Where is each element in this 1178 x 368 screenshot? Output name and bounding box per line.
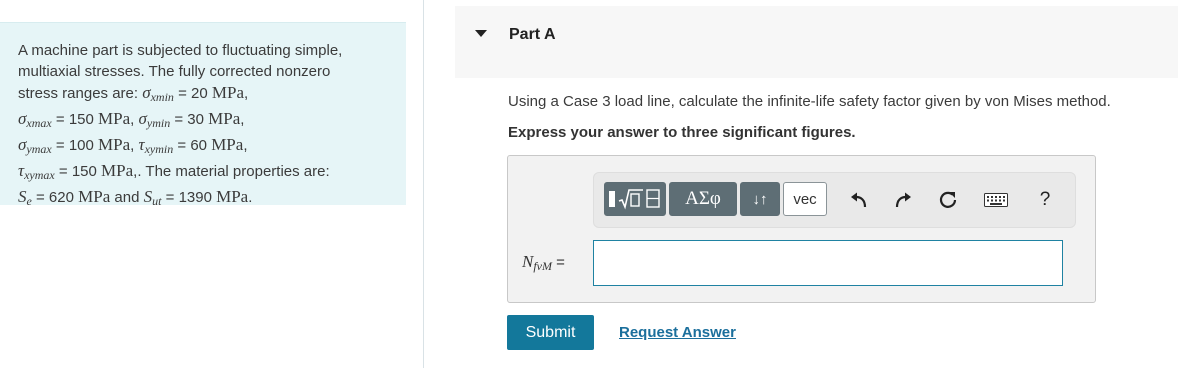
submit-button[interactable]: Submit — [507, 315, 594, 350]
part-title: Part A — [509, 26, 556, 43]
question-text: Using a Case 3 load line, calculate the infinite-life safety factor given by von Mises method. — [508, 93, 1111, 110]
unit-mpa: MPa — [216, 187, 249, 206]
equals-sign: = — [552, 254, 565, 271]
punctuation: , — [240, 111, 245, 128]
unit-mpa: MPa — [78, 187, 111, 206]
endurance-limit-symbol: S — [18, 187, 27, 206]
punctuation: , — [244, 85, 249, 102]
sigma-ymin-symbol: σ — [138, 109, 147, 128]
problem-line — [18, 40, 398, 61]
ultimate-strength-subscript: ut — [152, 194, 162, 208]
greek-symbols-button[interactable]: ΑΣφ — [669, 182, 737, 216]
unit-mpa: MPa — [211, 83, 245, 102]
unit-mpa: MPa — [98, 109, 131, 128]
problem-line — [18, 61, 398, 82]
punctuation: , — [243, 137, 248, 154]
tau-xymax-subscript: xymax — [24, 168, 55, 182]
tau-xymax-value: = 150 — [54, 163, 102, 180]
endurance-limit-subscript: e — [26, 194, 32, 208]
column-divider — [423, 0, 424, 368]
safety-factor-symbol: N — [522, 252, 534, 271]
problem-line — [18, 108, 398, 134]
problem-line — [18, 160, 398, 186]
sigma-xmax-symbol: σ — [18, 109, 27, 128]
problem-text-segment: multiaxial stresses. The fully corrected nonzero — [18, 63, 331, 80]
unit-mpa: MPa — [101, 161, 134, 180]
unit-mpa: MPa — [208, 109, 241, 128]
ultimate-strength-value: = 1390 — [161, 189, 217, 206]
problem-line — [18, 186, 398, 212]
problem-text-segment: and — [110, 189, 144, 206]
problem-line — [18, 82, 398, 108]
answer-label — [522, 252, 565, 274]
punctuation: , — [130, 111, 135, 128]
sigma-xmin-value: = 20 — [173, 85, 212, 102]
request-answer-link[interactable]: Request Answer — [619, 324, 736, 341]
unit-mpa: MPa — [98, 135, 131, 154]
sigma-xmax-value: = 150 — [51, 111, 99, 128]
punctuation: , — [130, 137, 135, 154]
problem-line — [18, 134, 398, 160]
sigma-xmax-subscript: xmax — [26, 116, 52, 130]
templates-button[interactable] — [604, 182, 666, 216]
keyboard-icon[interactable] — [983, 187, 1009, 213]
unit-mpa: MPa — [211, 135, 244, 154]
sigma-xmin-symbol: σ — [142, 83, 151, 102]
tau-xymin-symbol: τ — [138, 135, 145, 154]
instruction-text: Express your answer to three significant figures. — [508, 124, 856, 141]
safety-factor-subscript: fvM — [533, 259, 552, 273]
ultimate-strength-symbol: S — [143, 187, 153, 206]
part-header[interactable] — [455, 6, 1178, 78]
templates-icon — [607, 187, 663, 211]
tau-xymin-value: = 60 — [173, 137, 212, 154]
answer-box — [507, 155, 1096, 303]
sigma-ymin-subscript: ymin — [146, 116, 171, 130]
problem-text-segment: ,. The material properties are: — [133, 163, 330, 180]
tau-xymax-symbol: τ — [18, 161, 25, 180]
undo-icon[interactable] — [846, 187, 872, 213]
problem-statement-panel — [0, 22, 406, 208]
help-icon[interactable]: ? — [1039, 189, 1051, 210]
problem-text-segment: A machine part is subjected to fluctuating simple, — [18, 42, 343, 59]
reset-icon[interactable] — [935, 187, 961, 213]
toolbar-button-group — [604, 182, 827, 216]
sigma-xmin-subscript: xmin — [150, 90, 174, 104]
sigma-ymin-value: = 30 — [170, 111, 209, 128]
sigma-ymax-symbol: σ — [18, 135, 27, 154]
vector-button[interactable]: vec — [783, 182, 827, 216]
redo-icon[interactable] — [890, 187, 916, 213]
math-toolbar — [593, 172, 1076, 228]
problem-text-segment: stress ranges are: — [18, 85, 143, 102]
endurance-limit-value: = 620 — [31, 189, 79, 206]
tau-xymin-subscript: xymin — [144, 142, 174, 156]
collapse-caret-icon[interactable] — [475, 30, 487, 37]
sigma-ymax-subscript: ymax — [26, 142, 52, 156]
sigma-ymax-value: = 100 — [51, 137, 99, 154]
arrows-button[interactable]: ↓↑ — [740, 182, 780, 216]
problem-text — [18, 40, 398, 212]
answer-input[interactable] — [593, 240, 1063, 286]
punctuation: . — [248, 189, 253, 206]
